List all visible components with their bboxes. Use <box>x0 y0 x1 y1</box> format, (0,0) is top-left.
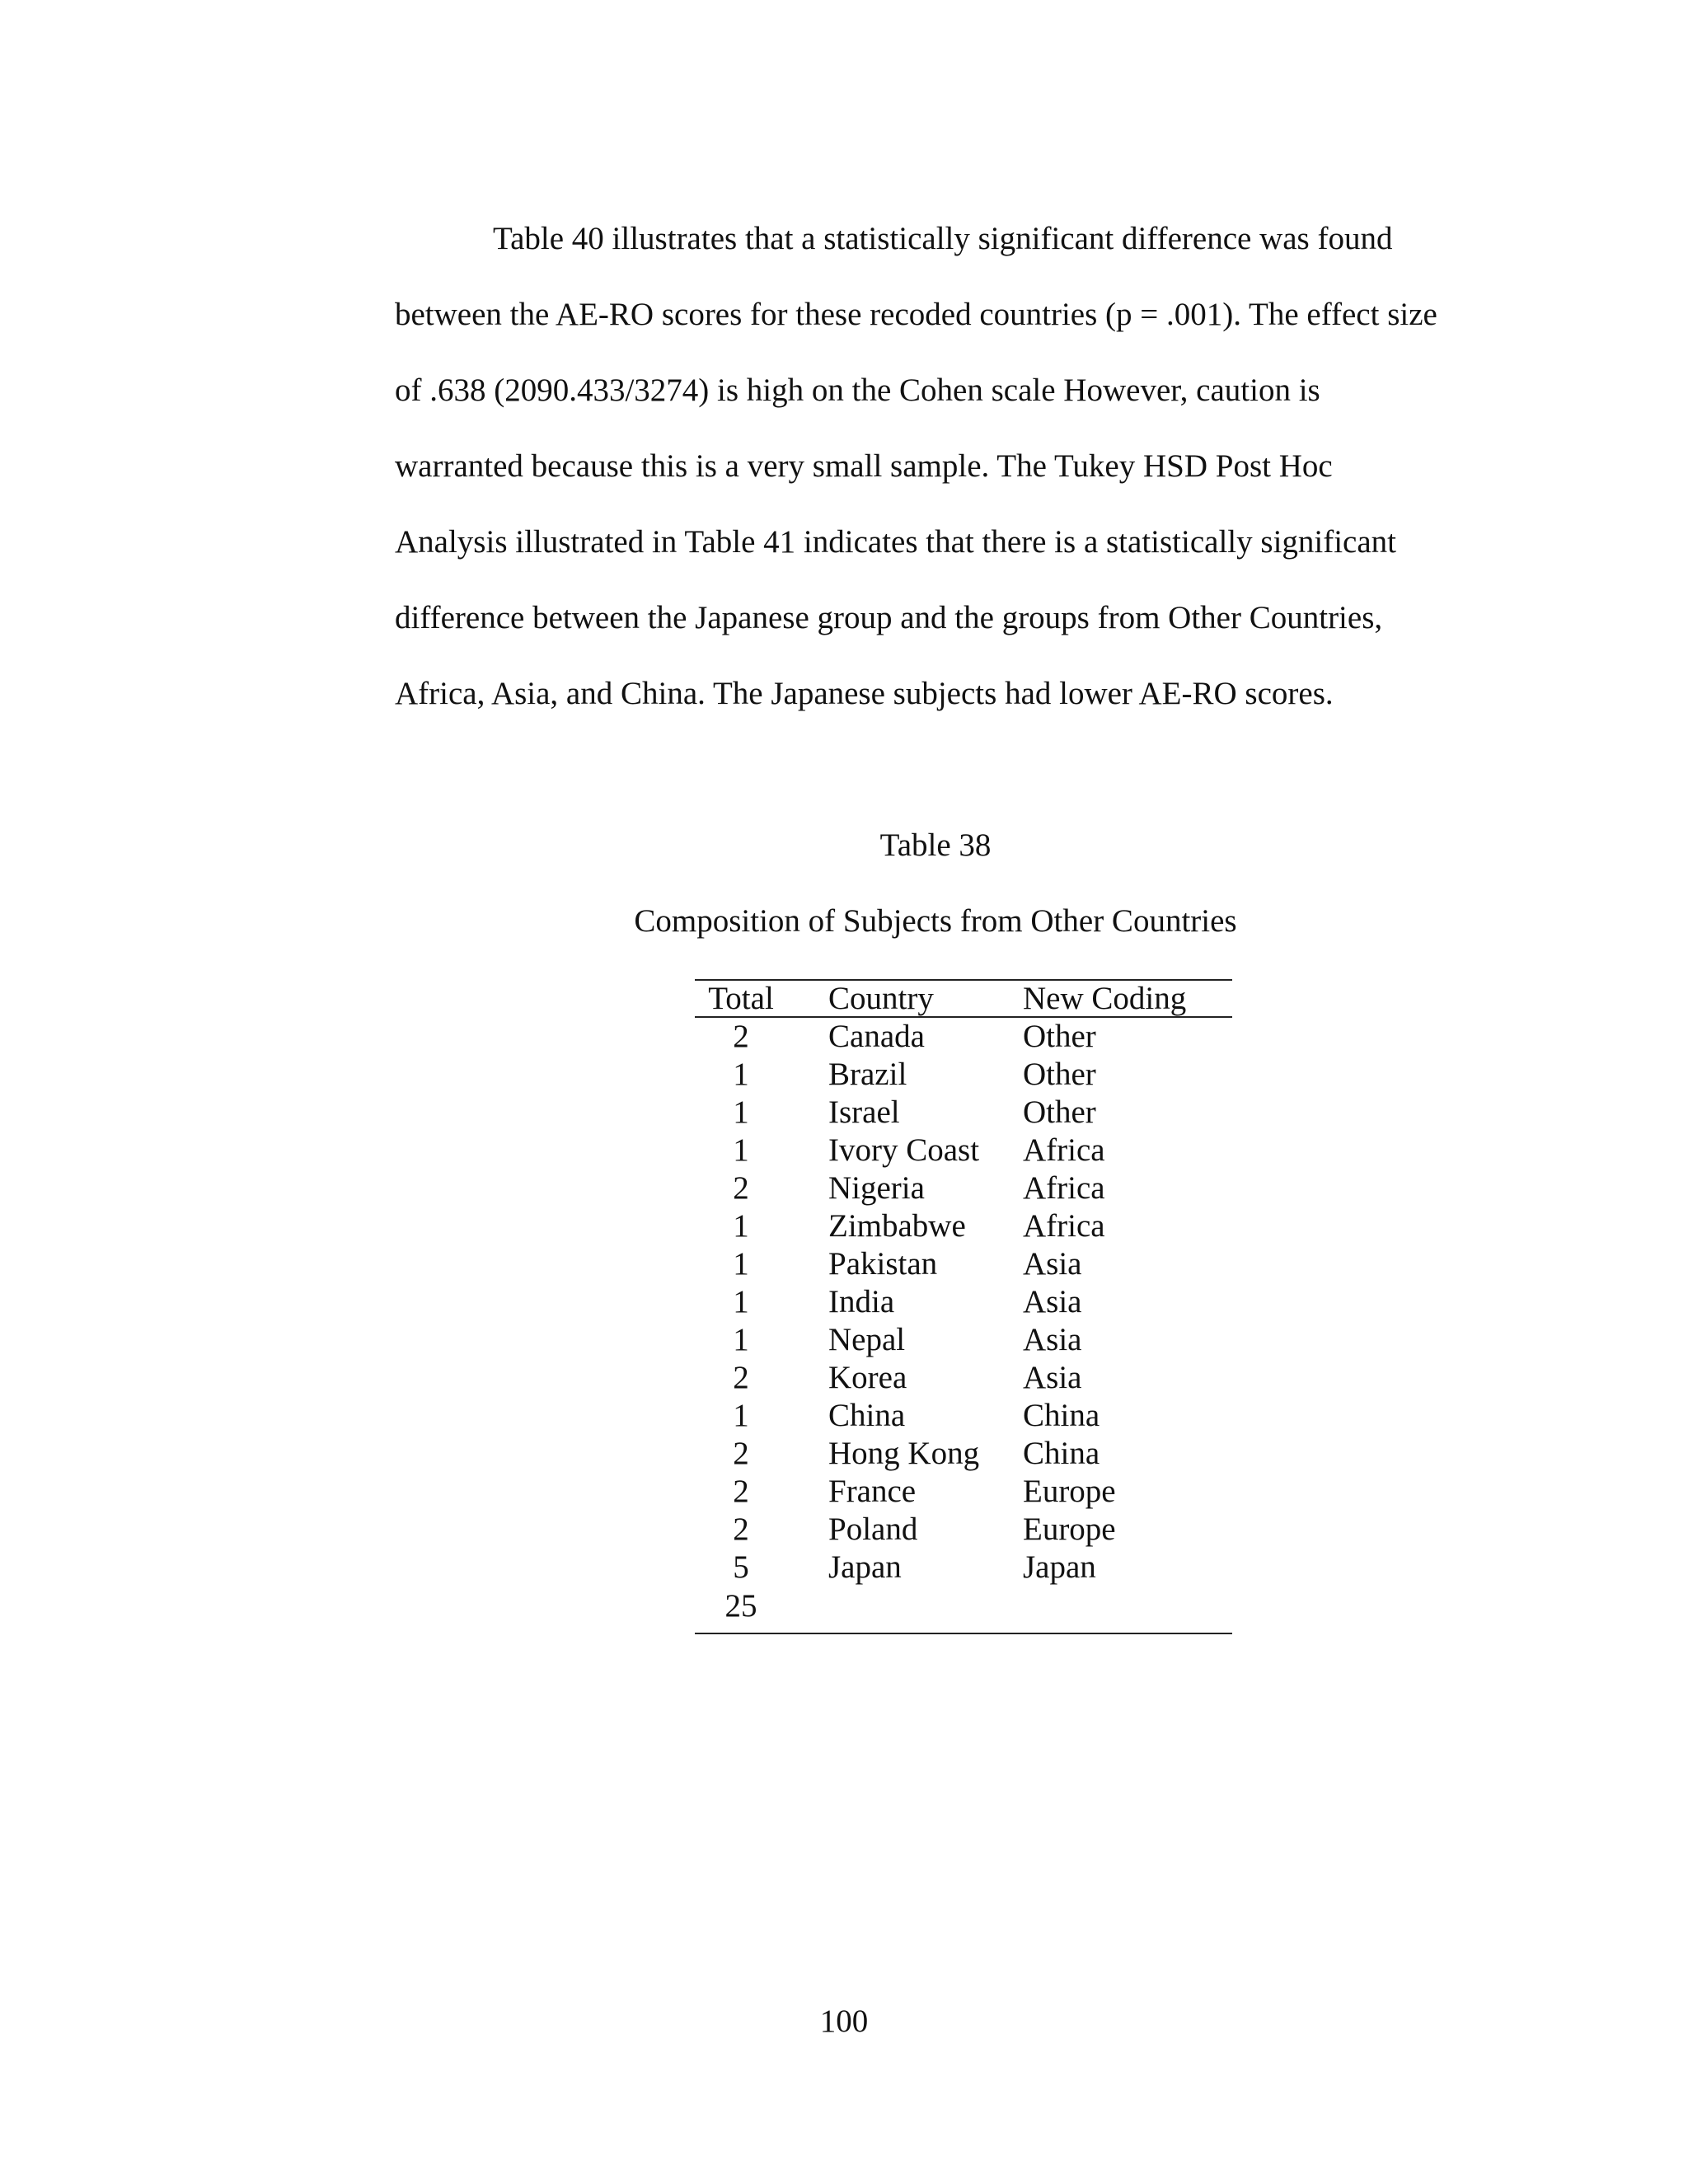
table-row <box>695 1324 1232 1361</box>
table-caption: Composition of Subjects from Other Countries <box>634 903 1237 939</box>
table-number: Table 38 <box>879 827 992 863</box>
cell-country: Korea <box>828 1360 907 1395</box>
paragraph-line: Table 40 illustrates that a statistically significant difference was found <box>493 221 1393 256</box>
table-row <box>695 1096 1232 1134</box>
table-row <box>695 1210 1232 1248</box>
cell-total: 2 <box>733 1019 749 1054</box>
cell-country: Hong Kong <box>828 1436 980 1471</box>
paragraph-line: Analysis illustrated in Table 41 indicates that there is a statistically significant <box>395 524 1397 560</box>
table-row <box>695 1286 1232 1324</box>
cell-country: Japan <box>828 1549 902 1585</box>
table-header-rule <box>695 1016 1232 1018</box>
cell-new-coding: Other <box>1023 1094 1096 1130</box>
cell-total: 5 <box>733 1549 749 1585</box>
paragraph-line: warranted because this is a very small sample. The Tukey HSD Post Hoc <box>395 448 1333 484</box>
table-row <box>695 1513 1232 1551</box>
table-row <box>695 1172 1232 1210</box>
table-row <box>695 1058 1232 1096</box>
cell-new-coding: Japan <box>1023 1549 1096 1585</box>
cell-new-coding: Asia <box>1023 1360 1082 1395</box>
cell-new-coding: Asia <box>1023 1322 1082 1357</box>
cell-country: Poland <box>828 1511 918 1547</box>
table-row <box>695 1134 1232 1172</box>
table-row <box>695 1361 1232 1399</box>
table-row <box>695 1020 1232 1058</box>
cell-total: 2 <box>733 1170 749 1206</box>
cell-country: Nepal <box>828 1322 906 1357</box>
cell-total: 2 <box>733 1360 749 1395</box>
cell-country: Brazil <box>828 1057 907 1092</box>
cell-country: Nigeria <box>828 1170 925 1206</box>
cell-new-coding: China <box>1023 1436 1100 1471</box>
cell-new-coding: Europe <box>1023 1511 1116 1547</box>
cell-total: 2 <box>733 1436 749 1471</box>
cell-new-coding: China <box>1023 1398 1100 1433</box>
table-row <box>695 1399 1232 1437</box>
cell-grand-total: 25 <box>724 1588 757 1624</box>
cell-new-coding: Africa <box>1023 1132 1105 1168</box>
cell-new-coding: Other <box>1023 1019 1096 1054</box>
cell-country: Israel <box>828 1094 900 1130</box>
header-country: Country <box>828 981 934 1016</box>
cell-total: 1 <box>733 1094 749 1130</box>
paragraph-line: Africa, Asia, and China. The Japanese subjects had lower AE-RO scores. <box>395 676 1334 711</box>
cell-new-coding: Europe <box>1023 1474 1116 1509</box>
paragraph-line: between the AE-RO scores for these recoded countries (p = .001). The effect size <box>395 297 1437 332</box>
paragraph-line: of .638 (2090.433/3274) is high on the Cohen scale However, caution is <box>395 373 1320 408</box>
cell-country: India <box>828 1284 895 1319</box>
cell-new-coding: Africa <box>1023 1170 1105 1206</box>
table-row <box>695 1551 1232 1589</box>
cell-total: 1 <box>733 1322 749 1357</box>
cell-new-coding: Other <box>1023 1057 1096 1092</box>
cell-total: 1 <box>733 1208 749 1244</box>
paragraph-line: difference between the Japanese group and the groups from Other Countries, <box>395 600 1383 635</box>
cell-total: 1 <box>733 1398 749 1433</box>
cell-total: 1 <box>733 1246 749 1282</box>
cell-country: Zimbabwe <box>828 1208 966 1244</box>
page-number: 100 <box>819 2004 869 2039</box>
cell-total: 1 <box>733 1057 749 1092</box>
cell-new-coding: Asia <box>1023 1284 1082 1319</box>
table-header-row <box>695 982 1232 1020</box>
cell-total: 2 <box>733 1511 749 1547</box>
header-total: Total <box>708 981 774 1016</box>
cell-country: Ivory Coast <box>828 1132 980 1168</box>
cell-new-coding: Asia <box>1023 1246 1082 1282</box>
header-new-coding: New Coding <box>1023 981 1187 1016</box>
table-row <box>695 1475 1232 1513</box>
cell-country: Pakistan <box>828 1246 938 1282</box>
table-row <box>695 1248 1232 1286</box>
cell-country: France <box>828 1474 917 1509</box>
cell-country: Canada <box>828 1019 925 1054</box>
cell-country: China <box>828 1398 906 1433</box>
cell-new-coding: Africa <box>1023 1208 1105 1244</box>
table-bottom-rule <box>695 1633 1232 1634</box>
table-total-row <box>695 1590 1232 1628</box>
cell-total: 1 <box>733 1284 749 1319</box>
cell-total: 2 <box>733 1474 749 1509</box>
cell-total: 1 <box>733 1132 749 1168</box>
table-row <box>695 1437 1232 1475</box>
